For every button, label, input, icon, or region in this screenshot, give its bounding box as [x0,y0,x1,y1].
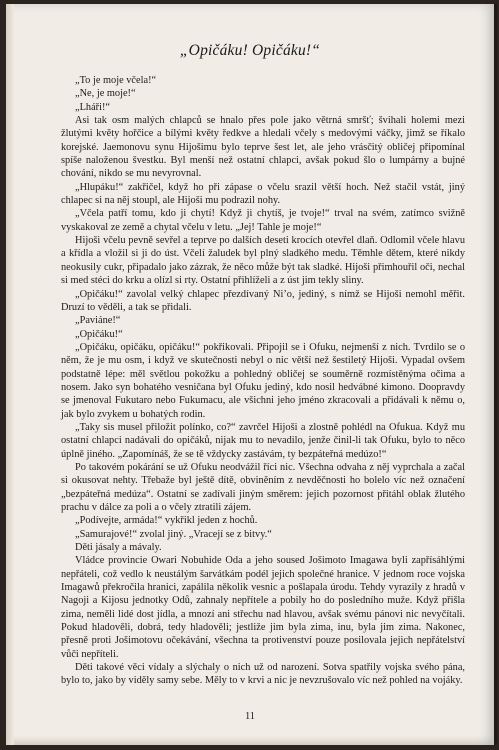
paragraph: „Paviáne!“ [75,315,121,327]
paragraph: „Podívejte, armáda!“ vykřikl jeden z hochů. [75,515,258,527]
paragraph: „To je moje včela!“ [75,75,157,86]
paragraph: Po takovém pokárání se už Ofuku neodvážil říci nic. Všechna odvaha z něj vyprchala a začal si okusovat nehty. Třebaže byl ještě dítě, obviněním z nevděčnosti ho bolelo víc než označení „bezpáteřná medúza“. Ostatní se zadívali jiným směrem: jejich pozornost přitáhl oblak žlutého prachu v dálce za poli a o včely ztratili zájem. [61,461,465,513]
paragraph: „Včela patří tomu, kdo ji chytí! Když ji chytíš, je tvoje!“ trval na svém, zatímco svižně vyskakoval ze země a chytal včelu v letu. „Jej! Tahle je moje!“ [61,208,465,233]
paragraph: „Samurajové!“ zvolal jiný. „Vracejí se z bitvy.“ [75,528,272,540]
page-gutter-edge [6,4,14,745]
paragraph: „Taky sis musel přiložit polínko, co?“ zavrčel Hijoši a zlostně pohlédl na Ofukua. Když mu ostatní chlapci nadávali do opičáků, nijak mu to nevadilo, jenže činil-li tak Ofuku, bylo to něco úplně jiného. „Zapomínáš, že se tě vždycky zastávám, ty bezpáteřná medúzo!“ [61,421,465,460]
paragraph: Vládce provincie Owari Nobuhide Oda a jeho soused Jošimoto Imagawa byli zapřísáhlými nepřáteli, což vedlo k neustálým šarvátkám podél jejich společné hranice. V jednom roce vojska Imagawů překročila hranici, zapálila několik vesnic a pošlapala úrodu. Tehdy vyrazily z hradů v Nagoji a Kijosu jednotky Odů, zahnaly nepřítele a pobily ho do posledního muže. Když přišla zima, neměli lidé dost jídla, a mnozí ani střechu nad hlavou, avšak svému pánovi nic nevyčítali. Pokud hladověli, dobrá, tedy hladověli; jestliže jim byla zima, inu, byla jim zima. Nakonec, přesně proti Jošimotovu očekávání, všechna ta protivenství pouze posilovala jejich nepřátelství vůči nepříteli. [61,555,465,660]
paragraph: „Ne, je moje!“ [75,88,136,100]
paragraph: „Lháři!“ [75,101,111,113]
book-page [6,4,497,745]
paragraph: „Hlupáku!“ zakřičel, když ho při zápase o včelu srazil větší hoch. Než stačil vstát, jiný chlapec si na něj stoupl, ale Hijoši mu podrazil nohy. [61,181,465,207]
page-number: 11 [244,711,256,722]
paragraph: „Opičáku, opičáku, opičáku!“ pokřikovali. Připojil se i Ofuku, nejmenší z nich. Tvrdilo se o něm, že je mu osm, i když ve skutečnosti nebyl o nic větší než šestiletý Hijoši. Vypadal ovšem podstatně lépe: měl světlou pokožku a pohledný obličej se souměrně rozmístěnýma očima a nosem. Jako syn bohatého vesničana byl Ofuku jediný, kdo nosil hedvábné kimono. Doopravdy se jmenoval Fukutaro nebo Fukumacu, ale všichni jeho jméno zkracovali a přidávali k němu o, jak bylo zvykem u bohatých rodin. [61,341,465,420]
paragraph: Asi tak osm malých chlapců se hnalo přes pole jako větrná smršť; švihali holemi mezi žlutými květy hořčice a bílými květy ředkve a hledali včely s medovými váčky, jimž se říkalo korejské. Jaemonovu synu Hijošimu bylo teprve šest let, ale jeho vrásčitý obličej připomínal spíše naloženou švestku. Byl menší než ostatní chlapci, avšak pokud šlo o lumpárny a bujné chování, nikdo se mu nevyrovnal. [61,115,465,180]
paragraph: Hijoši včelu pevně sevřel a teprve po dalších deseti krocích otevřel dlaň. Odlomil včele hlavu a křídla a vložil si ji do úst. Včelí žaludek byl plný sladkého medu. Těmhle dětem, které nikdy neokusily cukr, připadalo jako zázrak, že něco může být tak sladké. Hijoši přimhouřil oči, nechal si med stéci do krku a olízl si rty. Ostatní přihlíželi a z úst jim tekly sliny. [61,235,465,287]
body-text [61,74,465,688]
paragraph: Děti jásaly a mávaly. [75,542,162,554]
paragraph: Děti takové věci vídaly a slýchaly o nich už od narození. Sotva spatřily vojska svého pána, bylo to, jako by viděly samy sebe. Měly to v krvi a nic je nevzrušovalo víc než pohled na vojáky. [61,662,465,687]
paragraph: „Opičáku!“ zavolal velký chlapec přezdívaný Ni’o, jediný, s nímž se Hijoši nemohl měřit. Druzí to věděli, a tak se přidali. [61,288,465,313]
paragraph: „Opičáku!“ [75,328,123,340]
chapter-title: „Opičáku! Opičáku!“ [179,42,321,59]
